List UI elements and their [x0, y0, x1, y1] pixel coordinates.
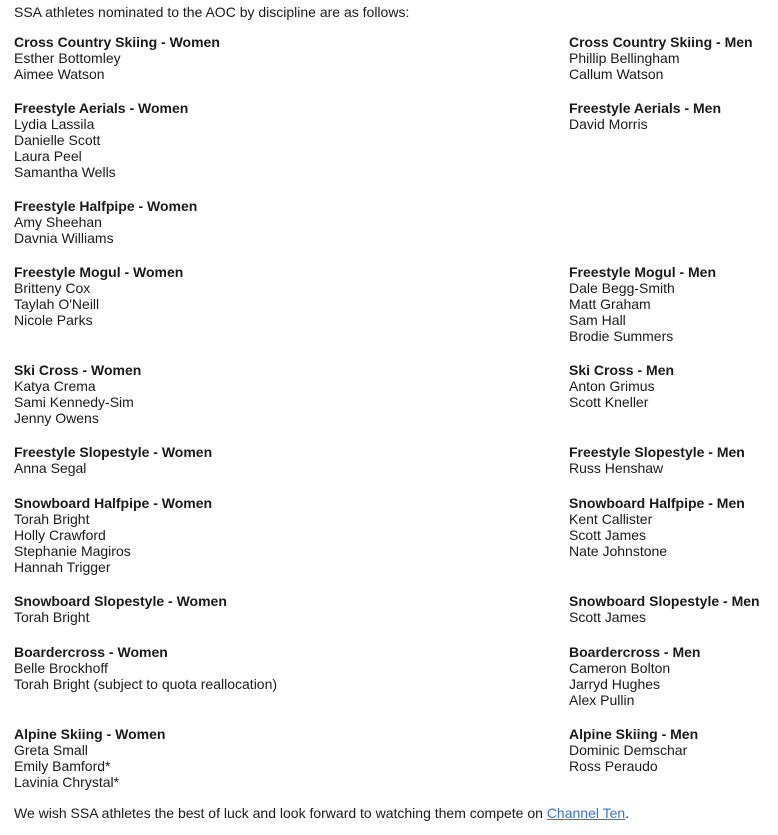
athlete-name: Amy Sheehan — [14, 214, 102, 230]
discipline-group — [14, 593, 227, 625]
discipline-group — [569, 495, 745, 559]
athlete-name: Phillip Bellingham — [569, 50, 680, 66]
discipline-group — [14, 34, 220, 82]
discipline-group — [569, 362, 674, 410]
athlete-name: Matt Graham — [569, 296, 651, 312]
discipline-group — [14, 264, 183, 328]
discipline-title: Cross Country Skiing - Women — [14, 34, 220, 50]
athlete-name: Jarryd Hughes — [569, 676, 661, 692]
discipline-title: Ski Cross - Men — [569, 362, 675, 378]
athlete-name: Sami Kennedy-Sim — [14, 394, 134, 410]
athlete-name: Samantha Wells — [14, 164, 116, 180]
discipline-title: Freestyle Mogul - Men — [569, 264, 717, 280]
discipline-title: Freestyle Halfpipe - Women — [14, 198, 198, 214]
discipline-title: Freestyle Mogul - Women — [14, 264, 184, 280]
athlete-name: Taylah O'Neill — [14, 296, 100, 312]
athlete-name: Greta Small — [14, 742, 88, 758]
athlete-name: Torah Bright (subject to quota reallocation) — [14, 676, 278, 692]
channel-ten-link[interactable]: Channel Ten — [546, 805, 626, 821]
athlete-name: Katya Crema — [14, 378, 96, 394]
athlete-name: Brodie Summers — [569, 328, 674, 344]
discipline-group — [14, 362, 141, 426]
discipline-group — [14, 444, 212, 476]
discipline-group — [14, 726, 165, 790]
athlete-name: Callum Watson — [569, 66, 664, 82]
intro-text: SSA athletes nominated to the AOC by discipline are as follows: — [14, 4, 410, 20]
athlete-name: Anton Grimus — [569, 378, 655, 394]
discipline-group — [14, 100, 188, 180]
athlete-name: Cameron Bolton — [569, 660, 671, 676]
athlete-name: Esther Bottomley — [14, 50, 121, 66]
athlete-name: Davnia Williams — [14, 230, 114, 246]
athlete-name: Scott Kneller — [569, 394, 649, 410]
discipline-group — [569, 264, 716, 344]
discipline-title: Boardercross - Men — [569, 644, 701, 660]
athlete-name: Aimee Watson — [14, 66, 105, 82]
discipline-title: Alpine Skiing - Men — [569, 726, 699, 742]
athlete-name: Russ Henshaw — [569, 460, 664, 476]
athlete-name: Dominic Demschar — [569, 742, 688, 758]
discipline-group — [14, 495, 212, 575]
discipline-group — [14, 644, 277, 692]
athlete-name: Stephanie Magiros — [14, 543, 131, 559]
athlete-name: Anna Segal — [14, 460, 87, 476]
discipline-title: Ski Cross - Women — [14, 362, 142, 378]
discipline-title: Freestyle Slopestyle - Women — [14, 444, 213, 460]
athlete-name: Torah Bright — [14, 609, 90, 625]
athlete-name: Nate Johnstone — [569, 543, 668, 559]
closing-period: . — [625, 805, 630, 821]
discipline-title: Snowboard Halfpipe - Women — [14, 495, 213, 511]
discipline-group — [14, 198, 197, 246]
closing-text — [14, 805, 629, 821]
discipline-group — [569, 593, 760, 625]
athlete-name: Lydia Lassila — [14, 116, 95, 132]
discipline-title: Freestyle Aerials - Women — [14, 100, 189, 116]
discipline-group — [569, 444, 745, 476]
athlete-name: Laura Peel — [14, 148, 82, 164]
athlete-name: Torah Bright — [14, 511, 90, 527]
athlete-name: Scott James — [569, 527, 647, 543]
athlete-name: Scott James — [569, 609, 647, 625]
discipline-group — [569, 644, 700, 708]
athlete-name: David Morris — [569, 116, 648, 132]
closing-sentence: We wish SSA athletes the best of luck and look forward to watching them compete on — [14, 805, 547, 821]
discipline-title: Boardercross - Women — [14, 644, 168, 660]
discipline-title: Snowboard Slopestyle - Women — [14, 593, 227, 609]
discipline-title: Cross Country Skiing - Men — [569, 34, 753, 50]
athlete-name: Belle Brockhoff — [14, 660, 108, 676]
athlete-name: Jenny Owens — [14, 410, 99, 426]
athlete-name: Alex Pullin — [569, 692, 635, 708]
discipline-title: Snowboard Halfpipe - Men — [569, 495, 745, 511]
discipline-title: Freestyle Aerials - Men — [569, 100, 721, 116]
athlete-name: Emily Bamford* — [14, 758, 111, 774]
athlete-name: Holly Crawford — [14, 527, 106, 543]
discipline-title: Snowboard Slopestyle - Men — [569, 593, 760, 609]
discipline-title: Alpine Skiing - Women — [14, 726, 166, 742]
athlete-name: Kent Callister — [569, 511, 653, 527]
athlete-name: Lavinia Chrystal* — [14, 774, 120, 790]
discipline-group — [569, 100, 721, 132]
discipline-group — [569, 34, 753, 82]
athlete-name: Danielle Scott — [14, 132, 101, 148]
discipline-title: Freestyle Slopestyle - Men — [569, 444, 745, 460]
athlete-name: Dale Begg-Smith — [569, 280, 675, 296]
athlete-name: Ross Peraudo — [569, 758, 658, 774]
athlete-name: Sam Hall — [569, 312, 626, 328]
athlete-name: Nicole Parks — [14, 312, 93, 328]
athlete-name: Britteny Cox — [14, 280, 91, 296]
discipline-group — [569, 726, 698, 774]
athlete-name: Hannah Trigger — [14, 559, 111, 575]
